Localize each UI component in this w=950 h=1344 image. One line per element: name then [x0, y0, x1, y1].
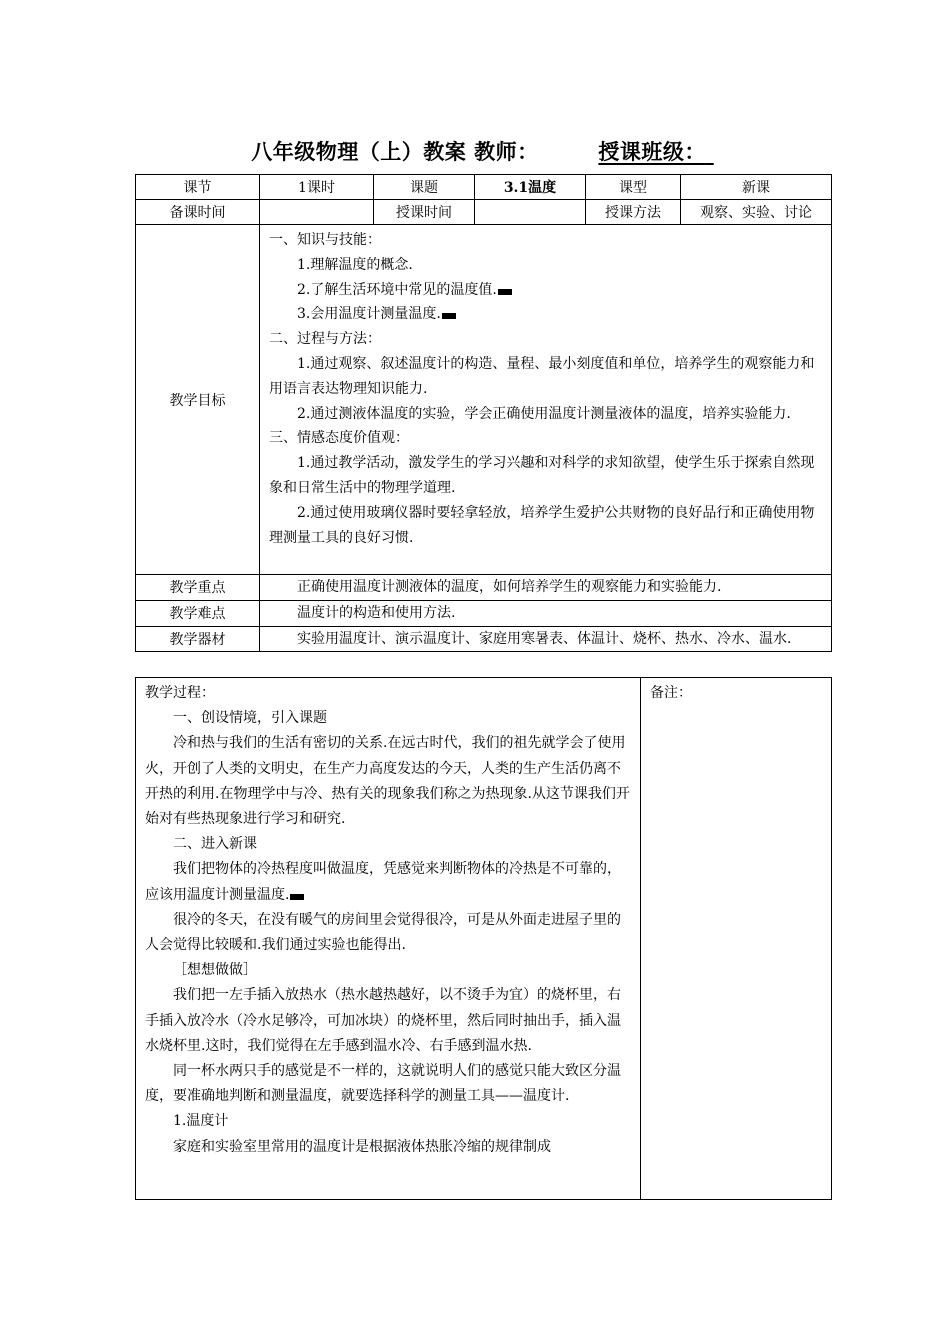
goal-line: 二、过程与方法： — [269, 331, 381, 348]
goal-line: 1.通过教学活动，激发学生的学习兴趣和对科学的求知欲望，使学生乐于探索自然现象和日常生活中的物理学道理. — [269, 455, 815, 496]
goal-line: 一、知识与技能： — [269, 232, 381, 248]
process-paragraph: 家庭和实验室里常用的温度计是根据液体热胀冷缩的规律制成 — [173, 1138, 551, 1155]
goal-line: 1.通过观察、叙述温度计的构造、量程、最小刻度值和单位，培养学生的观察能力和用语言表达物理知识能力. — [269, 355, 815, 397]
process-cell — [136, 678, 641, 1200]
goal-line: 2.了解生活环境中常见的温度值. — [269, 278, 823, 303]
key-point-text: 正确使用温度计测液体的温度，如何培养学生的观察能力和实验能力. — [297, 579, 722, 595]
goal-line: 2.通过使用玻璃仪器时要轻拿轻放，培养学生爱护公共财物的良好品行和正确使用物理测量工具的良好习惯. — [269, 504, 815, 546]
process-paragraph: 二、进入新课 — [173, 836, 257, 853]
key-point-row — [136, 575, 832, 601]
process-paragraph: 1.温度计 — [173, 1113, 229, 1130]
process-label: 教学过程： — [145, 685, 215, 701]
info-row-2 — [136, 200, 832, 225]
process-paragraph: ［想想做做］ — [173, 962, 257, 979]
teacher-label: 教师： — [474, 140, 539, 164]
process-paragraph: 同一杯水两只手的感觉是不一样的，这就说明人们的感觉只能大致区分温度，要准确地判断和测量温度，就要选择科学的测量工具——温度计. — [145, 1063, 621, 1105]
equipment-text: 实验用温度计、演示温度计、家庭用寒暑表、体温计、烧杯、热水、冷水、温水. — [297, 630, 792, 647]
goals-content — [260, 225, 832, 575]
difficulty-label: 教学难点 — [136, 600, 260, 626]
goals-label: 教学目标 — [136, 225, 260, 575]
method-value: 观察、实验、讨论 — [681, 200, 832, 225]
process-paragraph: 我们把一左手插入放热水（热水越热越好，以不烫手为宜）的烧杯里，右手插入放冷水（冷水足够冷，可加冰块）的烧杯里，然后同时抽出手，插入温水烧杯里.这时，我们觉得在左手感到温水冷、右手感到温水热. — [145, 987, 621, 1054]
difficulty-row — [136, 600, 832, 626]
type-value: 新课 — [681, 175, 832, 200]
title-main: 八年级物理（上）教案 — [251, 140, 467, 164]
goal-line: 三、情感态度价值观： — [269, 430, 409, 447]
key-point-label: 教学重点 — [136, 575, 260, 601]
process-table — [135, 677, 832, 1200]
process-paragraph: 冷和热与我们的生活有密切的关系.在远古时代，我们的祖先就学会了使用火，开创了人类的文明史，在生产力高度发达的今天，人类的生产生活仍离不开热的利用.在物理学中与冷、热有关的现象我们称之为热现象.从这节课我们开始对有些热现象进行学习和研究. — [145, 735, 630, 828]
topic-label: 课题 — [374, 175, 475, 200]
process-paragraph: 很冷的冬天，在没有暖气的房间里会觉得很冷，可是从外面走进屋子里的人会觉得比较暖和.我们通过实验也能得出. — [145, 911, 621, 954]
teach-time-value — [475, 200, 586, 225]
process-paragraph: 我们把物体的冷热程度叫做温度，凭感觉来判断物体的冷热是不可靠的，应该用温度计测量温度. — [145, 861, 621, 903]
section-value: 1课时 — [260, 175, 374, 200]
notes-label: 备注： — [650, 685, 692, 701]
topic-value: 3.1温度 — [475, 175, 586, 200]
section-label: 课节 — [136, 175, 260, 200]
prep-time-label: 备课时间 — [136, 200, 260, 225]
prep-time-value — [260, 200, 374, 225]
process-paragraph: 一、创设情境，引入课题 — [173, 710, 327, 727]
goal-line: 2.通过测液体温度的实验，学会正确使用温度计测量液体的温度，培养实验能力. — [297, 405, 791, 422]
method-label: 授课方法 — [586, 200, 681, 225]
difficulty-text: 温度计的构造和使用方法. — [297, 604, 456, 621]
equipment-label: 教学器材 — [136, 626, 260, 652]
goal-line: 3.会用温度计测量温度. — [269, 302, 823, 327]
equipment-row — [136, 626, 832, 652]
page-title — [135, 136, 830, 166]
lesson-info-table — [135, 174, 832, 652]
goals-row — [136, 225, 832, 575]
type-label: 课型 — [586, 175, 681, 200]
class-label: 授课班级： — [598, 140, 706, 164]
notes-cell — [641, 678, 832, 1200]
goal-line: 1.理解温度的概念. — [297, 256, 413, 273]
info-row-1 — [136, 175, 832, 200]
teach-time-label: 授课时间 — [374, 200, 475, 225]
